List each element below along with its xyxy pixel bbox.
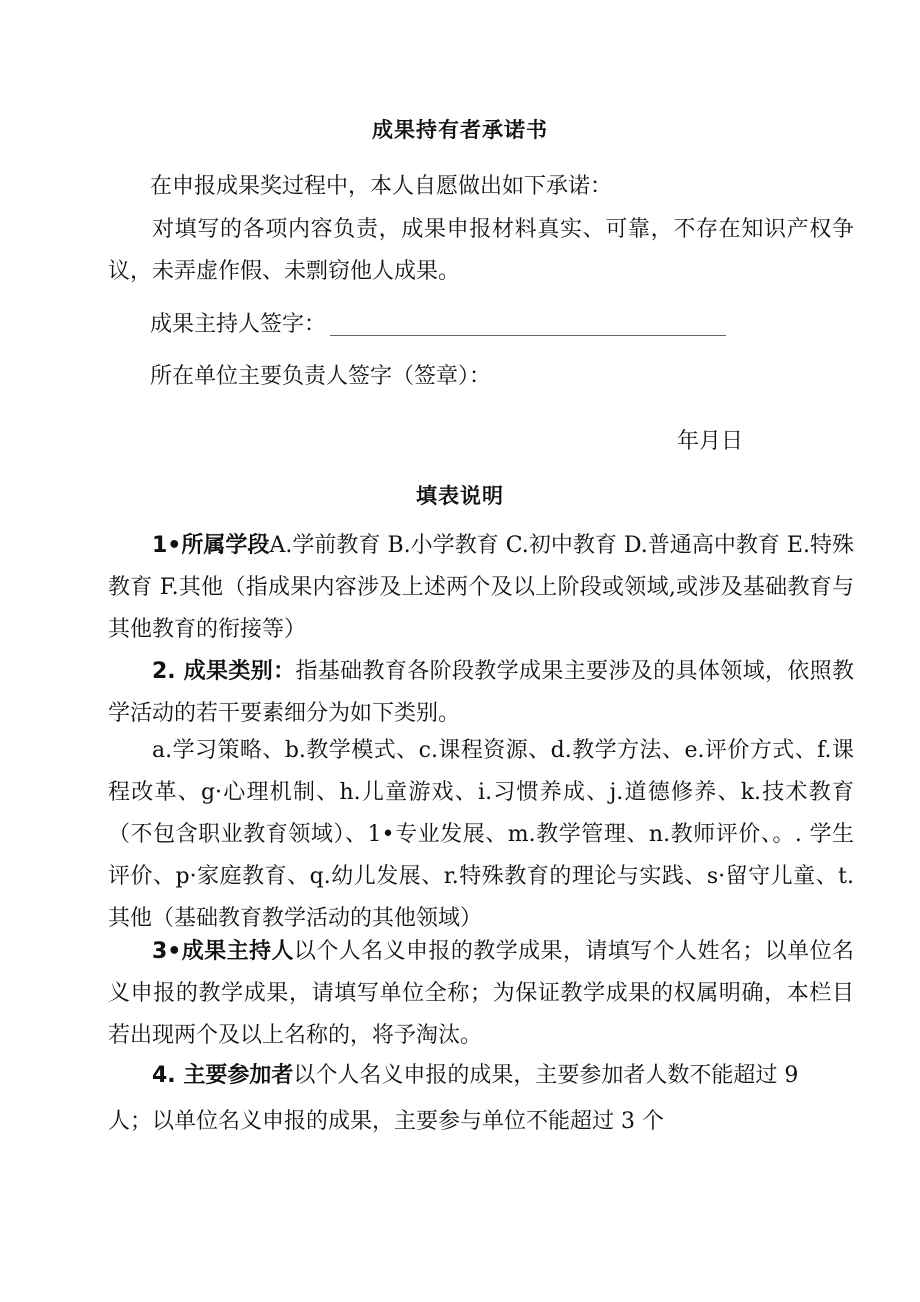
instruction-item-2 [108, 651, 854, 735]
date-label: 年月日 [677, 429, 744, 454]
instruction-category-list [108, 730, 854, 940]
unit-signature-label: 所在单位主要负责人签字（签章）： [150, 364, 492, 389]
instruction-category-list-text: a.学习策略、b.教学模式、c.课程资源、d.教学方法、e.评价方式、f.课程改革、g·心理机制、h.儿童游戏、i.习惯养成、j.道德修养、k.技术教育（不包含职业教育领域）、1•专业发展、m.教学管理、n.教师评价、。. 学生评价、p·家庭教育、q.幼儿发展、r.特殊教育的理论与实践、s·留守儿童、t.其他（基础教育教学活动的其他领域） [108, 738, 854, 931]
instruction-item-3-text: 以个人名义申报的教学成果，请填写个人姓名；以单位名义申报的教学成果，请填写单位全称；为保证教学成果的权属明确，本栏目若出现两个及以上名称的，将予淘汰。 [108, 939, 854, 1048]
instruction-item-4 [108, 1055, 854, 1097]
instruction-item-2-text: 指基础教育各阶段教学成果主要涉及的具体领域，依照教学活动的若干要素细分为如下类别。 [108, 659, 854, 726]
instructions-title: 填表说明 [416, 484, 504, 508]
instruction-item-2-heading: 2. 成果类别： [152, 659, 296, 684]
instruction-item-1 [108, 525, 854, 651]
instruction-item-1-heading: 1•所属学段 [152, 533, 270, 558]
instruction-item-3-heading: 3•成果主持人 [152, 939, 294, 964]
instruction-item-4-continued: 人；以单位名义申报的成果，主要参与单位不能超过 3 个 [108, 1109, 664, 1134]
instruction-item-4-text: 以个人名义申报的成果，主要参加者人数不能超过 9 [293, 1063, 799, 1088]
pledge-title: 成果持有者承诺书 [372, 118, 548, 142]
pledge-intro: 在申报成果奖过程中，本人自愿做出如下承诺： [150, 174, 613, 199]
instruction-item-1-text: A.学前教育 B.小学教育 C.初中教育 D.普通高中教育 E.特殊教育 F.其他（指成果内容涉及上述两个及以上阶段或领域,或涉及基础教育与其他教育的衔接等） [108, 533, 854, 642]
host-signature-field[interactable] [330, 315, 726, 336]
instruction-item-4-heading: 4. 主要参加者 [152, 1063, 294, 1088]
pledge-body: 对填写的各项内容负责，成果申报材料真实、可靠，不存在知识产权争议，未弄虚作假、未剽窃他人成果。 [108, 217, 854, 284]
host-signature-row [150, 314, 726, 336]
instruction-item-3 [108, 931, 854, 1057]
host-signature-label: 成果主持人签字： [150, 312, 327, 337]
